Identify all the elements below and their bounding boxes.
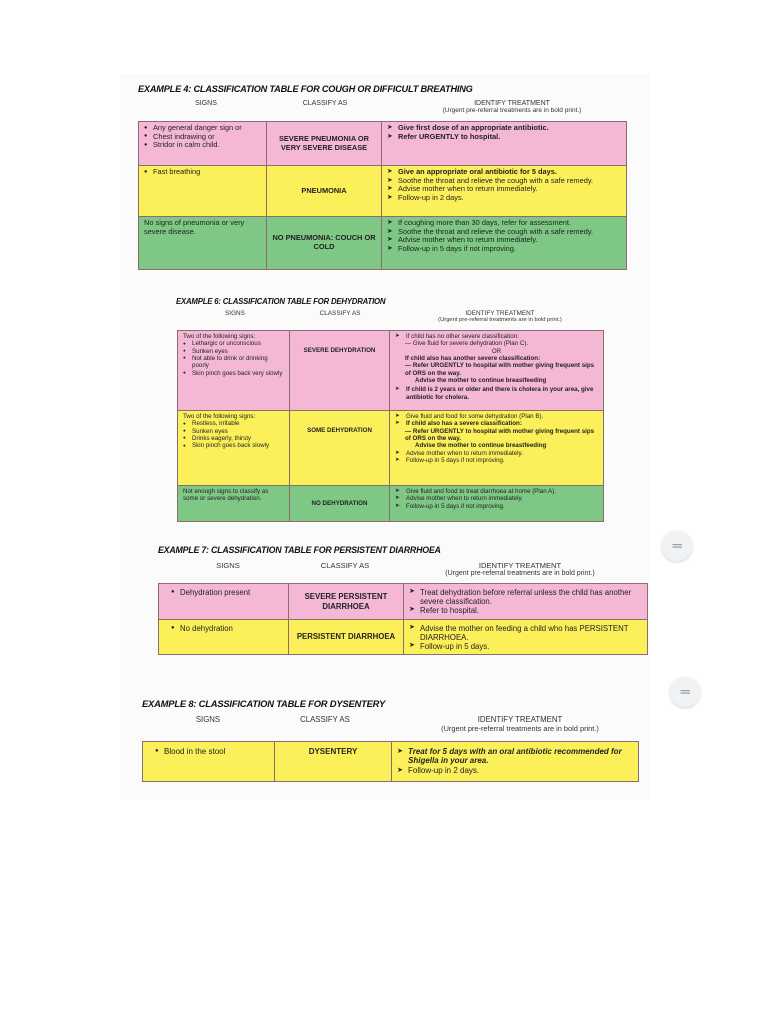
classification-cell: SOME DEHYDRATION xyxy=(290,411,390,486)
ex6-header-signs: SIGNS xyxy=(225,310,245,317)
sign-item: ● No dehydration xyxy=(171,624,283,633)
classification-cell: SEVERE PERSISTENT DIARRHOEA xyxy=(289,584,404,620)
sign-item: ● Fast breathing xyxy=(144,168,261,177)
example-8-title: EXAMPLE 8: CLASSIFICATION TABLE FOR DYSENTERY xyxy=(142,698,386,709)
signs-cell xyxy=(178,411,290,486)
ex4-header-treatment xyxy=(392,100,632,114)
treatment-cell xyxy=(382,166,627,217)
signs-intro: Two of the following signs: xyxy=(183,413,256,420)
sign-item: ● Chest indrawing or xyxy=(144,133,261,142)
treatment-item: ➤ Follow-up in 5 days. xyxy=(409,642,642,651)
treatment-subitem: — Give fluid for severe dehydration (Plan C). xyxy=(405,340,529,348)
treatment-subitem: If child also has another severe classification: xyxy=(405,354,541,362)
sign-item: ● Sunken eyes xyxy=(183,348,284,355)
classification-cell: NO DEHYDRATION xyxy=(290,486,390,522)
signs-cell xyxy=(139,122,267,166)
treatment-item: ➤ Follow-up in 5 days if not improving. xyxy=(387,245,621,254)
treatment-item: ➤ Treat dehydration before referral unless the child has another severe classification. xyxy=(409,588,642,606)
ex6-header-treatment-note: (Urgent pre-referral treatments are in bold print.) xyxy=(438,317,562,323)
sign-item: ● Skin pinch goes back very slowly xyxy=(183,370,284,377)
classification-cell: PERSISTENT DIARRHOEA xyxy=(289,620,404,655)
treatment-or: OR xyxy=(491,347,502,355)
treatment-cell xyxy=(382,122,627,166)
treatment-item: ➤ Give first dose of an appropriate antibiotic. xyxy=(387,124,621,133)
signs-cell xyxy=(159,584,289,620)
treatment-cell xyxy=(392,742,639,782)
treatment-item: ➤ Follow-up in 5 days if not improving. xyxy=(395,457,598,464)
classification-cell: NO PNEUMONIA: COUCH OR COLD xyxy=(267,217,382,270)
treatment-item: ➤ If child has no other severe classification: xyxy=(395,333,598,340)
table-row xyxy=(159,620,648,655)
treatment-item: ➤ Follow-up in 5 days if not improving. xyxy=(395,503,598,510)
table-row xyxy=(178,331,604,411)
treatment-cell xyxy=(390,411,604,486)
signs-cell xyxy=(139,166,267,217)
table-row xyxy=(178,486,604,522)
treatment-item: ➤ Follow-up in 2 days. xyxy=(387,194,621,203)
menu-lines-icon[interactable]: ═ xyxy=(670,677,700,707)
ex8-header-treatment xyxy=(400,715,640,733)
treatment-item: ➤ Follow-up in 2 days. xyxy=(397,766,633,775)
ex4-header-signs: SIGNS xyxy=(195,100,217,107)
treatment-subitem: — Refer URGENTLY to hospital with mother giving frequent sips of ORS on the way. xyxy=(405,362,595,377)
ex4-header-classify: CLASSIFY AS xyxy=(302,100,348,107)
table-row xyxy=(178,411,604,486)
table-row xyxy=(143,742,639,782)
classification-cell: SEVERE DEHYDRATION xyxy=(290,331,390,411)
table-row xyxy=(159,584,648,620)
classification-cell: SEVERE PNEUMONIA OR VERY SEVERE DISEASE xyxy=(267,122,382,166)
signs-intro: Two of the following signs: xyxy=(183,333,256,340)
treatment-cell xyxy=(382,217,627,270)
signs-cell: Not enough signs to classify as some or severe dehydration. xyxy=(178,486,290,522)
treatment-cell xyxy=(404,584,648,620)
signs-cell xyxy=(159,620,289,655)
treatment-subitem: — Refer URGENTLY to hospital with mother giving frequent sips of ORS on the way. xyxy=(405,427,595,442)
signs-cell: No signs of pneumonia or very severe disease. xyxy=(139,217,267,270)
treatment-item: ➤ Advise mother when to return immediately. xyxy=(387,236,621,245)
treatment-item: ➤ If child is 2 years or older and there is cholera in your area, give antibiotic for cholera. xyxy=(395,386,598,401)
sign-item: ● Drinks eagerly, thirsty xyxy=(183,435,284,442)
treatment-item: ➤ Give an appropriate oral antibiotic for 5 days. xyxy=(387,168,621,177)
sign-item: ● Lethargic or unconscious xyxy=(183,340,284,347)
treatment-item: ➤ Advise mother when to return immediately. xyxy=(387,185,621,194)
table-row xyxy=(139,166,627,217)
treatment-item: ➤ Refer URGENTLY to hospital. xyxy=(387,133,621,142)
treatment-item: ➤ Soothe the throat and relieve the cough with a safe remedy. xyxy=(387,177,621,186)
ex8-header-signs: SIGNS xyxy=(195,715,221,724)
ex8-classification-table xyxy=(142,741,639,782)
sign-item: ● Restless, irritable xyxy=(183,420,284,427)
ex4-header-treatment-note: (Urgent pre-referral treatments are in bold print.) xyxy=(442,107,582,114)
ex6-header-classify: CLASSIFY AS xyxy=(319,310,361,317)
treatment-cell xyxy=(404,620,648,655)
treatment-item: ➤ If child also has a severe classification: xyxy=(395,420,598,427)
ex6-header-treatment xyxy=(400,310,600,323)
treatment-item: ➤ Advise mother when to return immediately. xyxy=(395,495,598,502)
treatment-item: ➤ Advise mother when to return immediately. xyxy=(395,450,598,457)
treatment-item: ➤ Treat for 5 days with an oral antibiotic recommended for Shigella in your area. xyxy=(397,747,633,766)
table-row xyxy=(139,122,627,166)
ex8-header-classify: CLASSIFY AS xyxy=(300,715,350,724)
ex7-header-signs: SIGNS xyxy=(216,561,240,570)
treatment-subitem: Advise the mother to continue breastfeeding xyxy=(415,376,547,384)
ex6-header-treatment-label: IDENTIFY TREATMENT xyxy=(465,310,535,317)
sign-item: ● Blood in the stool xyxy=(155,747,269,756)
ex7-header-treatment-note: (Urgent pre-referral treatments are in bold print.) xyxy=(445,570,595,577)
treatment-cell xyxy=(390,331,604,411)
ex7-header-classify: CLASSIFY AS xyxy=(320,561,370,570)
treatment-item: ➤ Soothe the throat and relieve the cough with a safe remedy. xyxy=(387,228,621,237)
sign-item: ● Any general danger sign or xyxy=(144,124,261,133)
example-7-title: EXAMPLE 7: CLASSIFICATION TABLE FOR PERSISTENT DIARRHOEA xyxy=(158,545,441,555)
signs-cell xyxy=(178,331,290,411)
sign-item: ● Skin pinch goes back slowly xyxy=(183,442,284,449)
signs-cell xyxy=(143,742,275,782)
sign-item: ● Not able to drink or drinking poorly xyxy=(183,355,284,370)
ex4-header-treatment-label: IDENTIFY TREATMENT xyxy=(474,100,550,107)
treatment-item: ➤ Give fluid and food for some dehydration (Plan B). xyxy=(395,413,598,420)
sign-item: ● Dehydration present xyxy=(171,588,283,597)
ex7-header-treatment xyxy=(405,561,635,577)
classification-cell: PNEUMONIA xyxy=(267,166,382,217)
ex8-header-treatment-label: IDENTIFY TREATMENT xyxy=(477,715,563,724)
example-6-title: EXAMPLE 6: CLASSIFICATION TABLE FOR DEHYDRATION xyxy=(176,297,386,306)
treatment-item: ➤ Advise the mother on feeding a child who has PERSISTENT DIARRHOEA. xyxy=(409,624,642,642)
treatment-subitem: Advise the mother to continue breastfeeding xyxy=(415,442,547,450)
sign-item: ● Stridor in calm child. xyxy=(144,141,261,150)
treatment-cell xyxy=(390,486,604,522)
menu-lines-icon[interactable]: ═ xyxy=(662,531,692,561)
ex4-classification-table xyxy=(138,121,627,270)
treatment-item: ➤ If coughing more than 30 days, refer for assessment. xyxy=(387,219,621,228)
sign-item: ● Sunken eyes xyxy=(183,428,284,435)
example-4-title: EXAMPLE 4: CLASSIFICATION TABLE FOR COUGH OR DIFFICULT BREATHING xyxy=(138,84,473,94)
ex7-classification-table xyxy=(158,583,648,655)
treatment-item: ➤ Refer to hospital. xyxy=(409,606,642,615)
ex8-header-treatment-note: (Urgent pre-referral treatments are in bold print.) xyxy=(441,724,599,733)
ex7-header-treatment-label: IDENTIFY TREATMENT xyxy=(478,561,562,570)
ex6-classification-table xyxy=(177,330,604,522)
treatment-item: ➤ Give fluid and food to treat diarrhoea at home (Plan A). xyxy=(395,488,598,495)
classification-cell: DYSENTERY xyxy=(275,742,392,782)
table-row xyxy=(139,217,627,270)
